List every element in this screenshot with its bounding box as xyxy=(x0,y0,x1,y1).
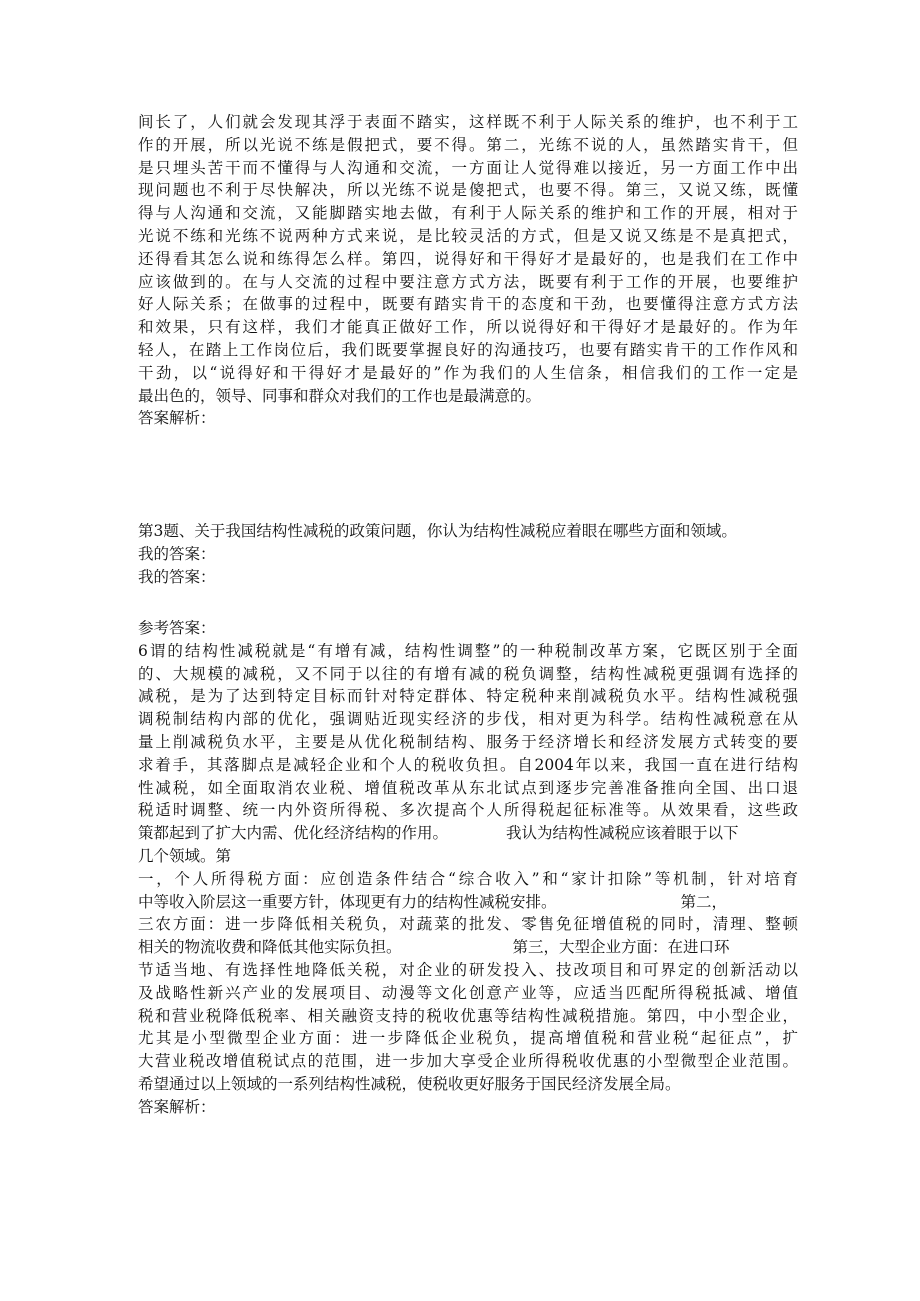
my-answer-label: 我的答案： xyxy=(138,567,216,586)
text-line: 性减税，如全面取消农业税、增值税改革从东北试点到逐步完善准备推向全国、出口退 xyxy=(138,778,798,797)
reference-answer-label: 参考答案： xyxy=(138,619,216,637)
text-line: 好人际关系；在做事的过程中，既要有踏实肯干的态度和干劲，也要懂得注意方式方法 xyxy=(138,295,798,314)
text-line: 现问题也不利于尽快解决，所以光练不说是傻把式，也要不得。第三，又说又练，既懂 xyxy=(138,181,798,200)
text-line: 大营业税改增值税试点的范围，进一步加大享受企业所得税收优惠的小型微型企业范围。 xyxy=(138,1052,798,1071)
question-title: 第3题、关于我国结构性减税的政策问题，你认为结构性减税应着眼在哪些方面和领域。 xyxy=(138,522,737,540)
text-line: 作的开展，所以光说不练是假把式，要不得。第二，光练不说的人，虽然踏实肯干，但 xyxy=(138,135,798,154)
text-line: 希望通过以上领域的一系列结构性减税，使税收更好服务于国民经济发展全局。 xyxy=(138,1074,681,1093)
text-line: 得与人沟通和交流，又能脚踏实地去做，有利于人际关系的维护和工作的开展，相对于 xyxy=(138,204,798,223)
text-segment: 策都起到了扩大内需、优化经济结构的作用。 xyxy=(138,824,449,843)
text-segment: 中等收入阶层这一重要方针，体现更有力的结构性减税安排。 xyxy=(138,892,557,911)
text-line: 节适当地、有选择性地降低关税，对企业的研发投入、技改项目和可界定的创新活动以 xyxy=(138,960,798,979)
text-line: 求着手，其落脚点是减轻企业和个人的税收负担。自2004年以来，我国一直在进行结构 xyxy=(138,755,798,774)
text-line: 税适时调整、统一内外资所得税、多次提高个人所得税起征标准等。从效果看，这些政 xyxy=(138,801,798,820)
text-line: 最出色的，领导、同事和群众对我们的工作也是最满意的。 xyxy=(138,386,542,405)
text-line: 尤其是小型微型企业方面：进一步降低企业税负，提高增值税和营业税“起征点”，扩 xyxy=(138,1029,798,1048)
text-line: 还得看其怎么说和练得怎么样。第四，说得好和干得好才是最好的，也是我们在工作中 xyxy=(138,249,798,268)
text-line: 光说不练和光练不说两种方式来说，是比较灵活的方式，但是又说又练是不是真把式， xyxy=(138,226,798,245)
text-line: 一，个人所得税方面：应创造条件结合“综合收入”和“家计扣除”等机制，针对培育 xyxy=(138,869,798,888)
text-line: 应该做到的。在与人交流的过程中要注意方式方法，既要有利于工作的开展，也要维护 xyxy=(138,272,798,291)
q3-header xyxy=(138,520,798,588)
answer-analysis-label: 答案解析： xyxy=(138,409,216,428)
text-line: 及战略性新兴产业的发展项目、动漫等文化创意产业等，应适当匹配所得税抵减、增值 xyxy=(138,983,798,1002)
text-line: 干劲，以“说得好和干得好才是最好的”作为我们的人生信条，相信我们的工作一定是 xyxy=(138,363,798,382)
text-line: 减税，是为了达到特定目标而针对特定群体、特定税种来削减税负水平。结构性减税强 xyxy=(138,687,798,706)
text-line: 间长了，人们就会发现其浮于表面不踏实，这样既不利于人际关系的维护，也不利于工 xyxy=(138,113,798,131)
q3-reference-answer xyxy=(138,617,798,1119)
my-answer-label: 我的答案： xyxy=(138,544,216,563)
text-line: 6谓的结构性减税就是“有增有减，结构性调整”的一种税制改革方案，它既区别于全面 xyxy=(138,641,798,660)
text-segment: 我认为结构性减税应该着眼于以下 xyxy=(506,824,739,843)
text-segment: 相关的物流收费和降低其他实际负担。 xyxy=(138,938,402,957)
text-line: 量上削减税负水平，主要是从优化税制结构、服务于经济增长和经济发展方式转变的要 xyxy=(138,732,798,751)
text-segment: 第三，大型企业方面：在进口环 xyxy=(512,938,730,957)
answer-analysis-label: 答案解析： xyxy=(138,1097,216,1116)
text-line xyxy=(138,822,798,845)
text-line: 轻人，在踏上工作岗位后，我们既要掌握良好的沟通技巧，也要有踏实肯干的工作作风和 xyxy=(138,340,798,359)
text-line: 税和营业税降低税率、相关融资支持的税收优惠等结构性减税措施。第四，中小型企业， xyxy=(138,1006,798,1025)
text-line xyxy=(138,891,798,914)
text-segment: 第二， xyxy=(680,892,728,911)
text-line: 调税制结构内部的优化，强调贴近现实经济的步伐，相对更为科学。结构性减税意在从 xyxy=(138,710,798,729)
text-line: 和效果，只有这样，我们才能真正做好工作，所以说得好和干得好才是最好的。作为年 xyxy=(138,318,798,337)
text-line: 是只埋头苦干而不懂得与人沟通和交流，一方面让人觉得难以接近，另一方面工作中出 xyxy=(138,158,798,177)
text-line xyxy=(138,936,798,959)
text-line: 几个领域。第 xyxy=(138,846,232,865)
text-line: 的、大规模的减税，又不同于以往的有增有减的税负调整，结构性减税更强调有选择的 xyxy=(138,664,798,683)
text-line: 三农方面：进一步降低相关税负，对蔬菜的批发、零售免征增值税的同时，清理、整顿 xyxy=(138,915,798,934)
q2-answer-text xyxy=(138,111,798,430)
